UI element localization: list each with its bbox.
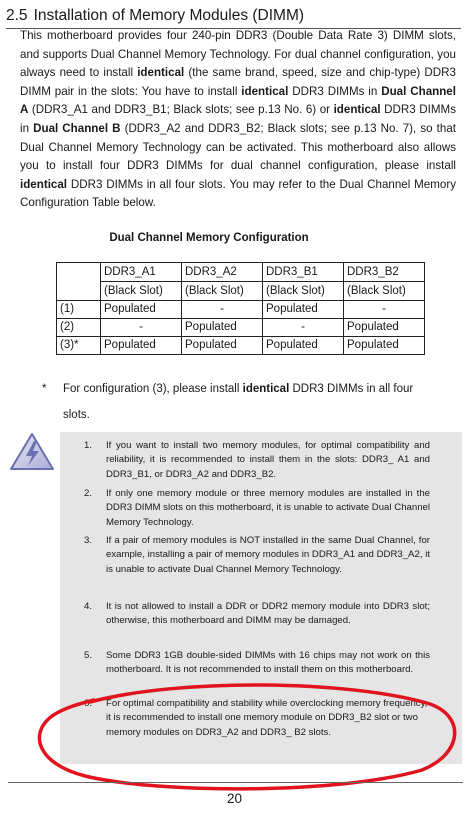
intro-text: This motherboard provides four 240-pin DDR3 (Double Data Rate 3) DIMM slots, and supports Dual Channel Memory Technology. For dual channel configuration, you always need to install	[20, 29, 456, 80]
note-text: If a pair of memory modules is NOT installed in the same Dual Channel, for example, installing a pair of memory modules in DDR3_A1 and DDR3_A2, it is unable to activate Dual Channel Memory Technology.	[106, 535, 430, 575]
column-subheader: (Black Slot)	[182, 282, 263, 301]
section-number: 2.5	[6, 7, 28, 24]
note-text: Some DDR3 1GB double-sided DIMMs with 16 chips may not work on this motherboard. It is not recommended to install them on this motherboard.	[106, 650, 430, 676]
table-row	[57, 319, 425, 337]
table-cell: -	[263, 319, 344, 337]
column-header: DDR3_B2	[344, 263, 425, 282]
note-number: 3.	[84, 535, 93, 546]
footnote-text	[63, 376, 442, 428]
note-item	[84, 534, 430, 577]
table-cell: -	[182, 301, 263, 319]
column-subheader: (Black Slot)	[101, 282, 182, 301]
footnote-bold: identical	[242, 383, 290, 395]
note-number: 4.	[84, 601, 93, 612]
table-cell: -	[101, 319, 182, 337]
memory-config-table	[56, 262, 425, 355]
table-header-row	[57, 263, 425, 282]
row-label: (1)	[57, 301, 101, 319]
note-item	[84, 439, 430, 482]
row-label: (2)	[57, 319, 101, 337]
intro-text: DDR3 DIMMs in	[20, 103, 456, 135]
table-title: Dual Channel Memory Configuration	[109, 232, 309, 244]
column-header: DDR3_A2	[182, 263, 263, 282]
table-cell: Populated	[182, 337, 263, 355]
intro-bold: Dual Channel B	[33, 121, 121, 135]
section-title: Installation of Memory Modules (DIMM)	[33, 7, 305, 24]
table-cell: -	[344, 301, 425, 319]
note-number: 1.	[84, 440, 93, 451]
section-heading	[6, 4, 461, 29]
note-text: If you want to install two memory modules, for optimal compatibility and reliability, it is recommended to install them in the slots: DDR3_ A1 and DDR3_B1, or DDR3_A2 and DDR3_B2.	[106, 440, 430, 480]
intro-text: (DDR3_A2 and DDR3_B2; Black slots; see p.13 No. 7), so that Dual Channel Memory Technology can be activated. This motherboard also allows you to install four DDR3 DIMMs for dual channel configuration, please install	[20, 121, 456, 173]
column-header: DDR3_A1	[101, 263, 182, 282]
column-header: DDR3_B1	[263, 263, 344, 282]
intro-bold: identical	[137, 66, 185, 80]
table-row	[57, 337, 425, 355]
intro-bold: identical	[241, 84, 289, 98]
table-footnote	[42, 376, 442, 428]
note-number: 2.	[84, 488, 93, 499]
table-cell: Populated	[344, 337, 425, 355]
table-cell: Populated	[344, 319, 425, 337]
footnote-part: DDR3 DIMMs in all four slots.	[63, 383, 414, 421]
table-cell: Populated	[263, 337, 344, 355]
row-label: (3)*	[57, 337, 101, 355]
column-subheader: (Black Slot)	[344, 282, 425, 301]
column-subheader: (Black Slot)	[263, 282, 344, 301]
note-number: 6.	[84, 698, 93, 709]
intro-paragraph	[20, 27, 456, 213]
note-text: If only one memory module or three memory modules are installed in the DDR3 DIMM slots on this motherboard, it is unable to activate Dual Channel Memory Technology.	[106, 488, 430, 528]
footnote-marker: *	[42, 383, 47, 395]
note-text: For optimal compatibility and stability while overclocking memory frequency, it is recommended to install one memory module on DDR3_B2 slot or two memory modules on DDR3_A2 and DDR3_ B2 slots.	[106, 698, 428, 738]
note-number: 5.	[84, 650, 93, 661]
note-text: It is not allowed to install a DDR or DDR2 memory module into DDR3 slot; otherwise, this motherboard and DIMM may be damaged.	[106, 601, 430, 627]
table-cell: Populated	[101, 301, 182, 319]
intro-text: (the same brand, speed, size and chip-type) DDR3 DIMM pair in the slots: You have to install	[20, 66, 456, 98]
intro-text: DDR3 DIMMs in	[288, 84, 382, 98]
intro-bold: Dual Channel A	[20, 84, 456, 117]
note-item	[84, 487, 430, 530]
footer-rule	[8, 782, 463, 783]
table-cell: Populated	[182, 319, 263, 337]
intro-text: DDR3 DIMMs in all four slots. You may refer to the Dual Channel Memory Configuration Table below.	[20, 177, 456, 210]
table-row	[57, 301, 425, 319]
footnote-part: For configuration (3), please install	[63, 383, 243, 395]
page-number: 20	[226, 791, 243, 806]
table-corner-cell	[57, 263, 101, 301]
warning-lightning-icon	[9, 432, 55, 472]
intro-bold: identical	[333, 103, 381, 117]
red-ellipse-annotation	[30, 682, 460, 792]
table-cell: Populated	[263, 301, 344, 319]
note-item	[84, 600, 430, 629]
intro-bold: identical	[20, 177, 68, 191]
note-item	[84, 649, 430, 678]
table-subheader-row	[57, 282, 425, 301]
intro-text: (DDR3_A1 and DDR3_B1; Black slots; see p.13 No. 6) or	[28, 103, 334, 117]
table-cell: Populated	[101, 337, 182, 355]
